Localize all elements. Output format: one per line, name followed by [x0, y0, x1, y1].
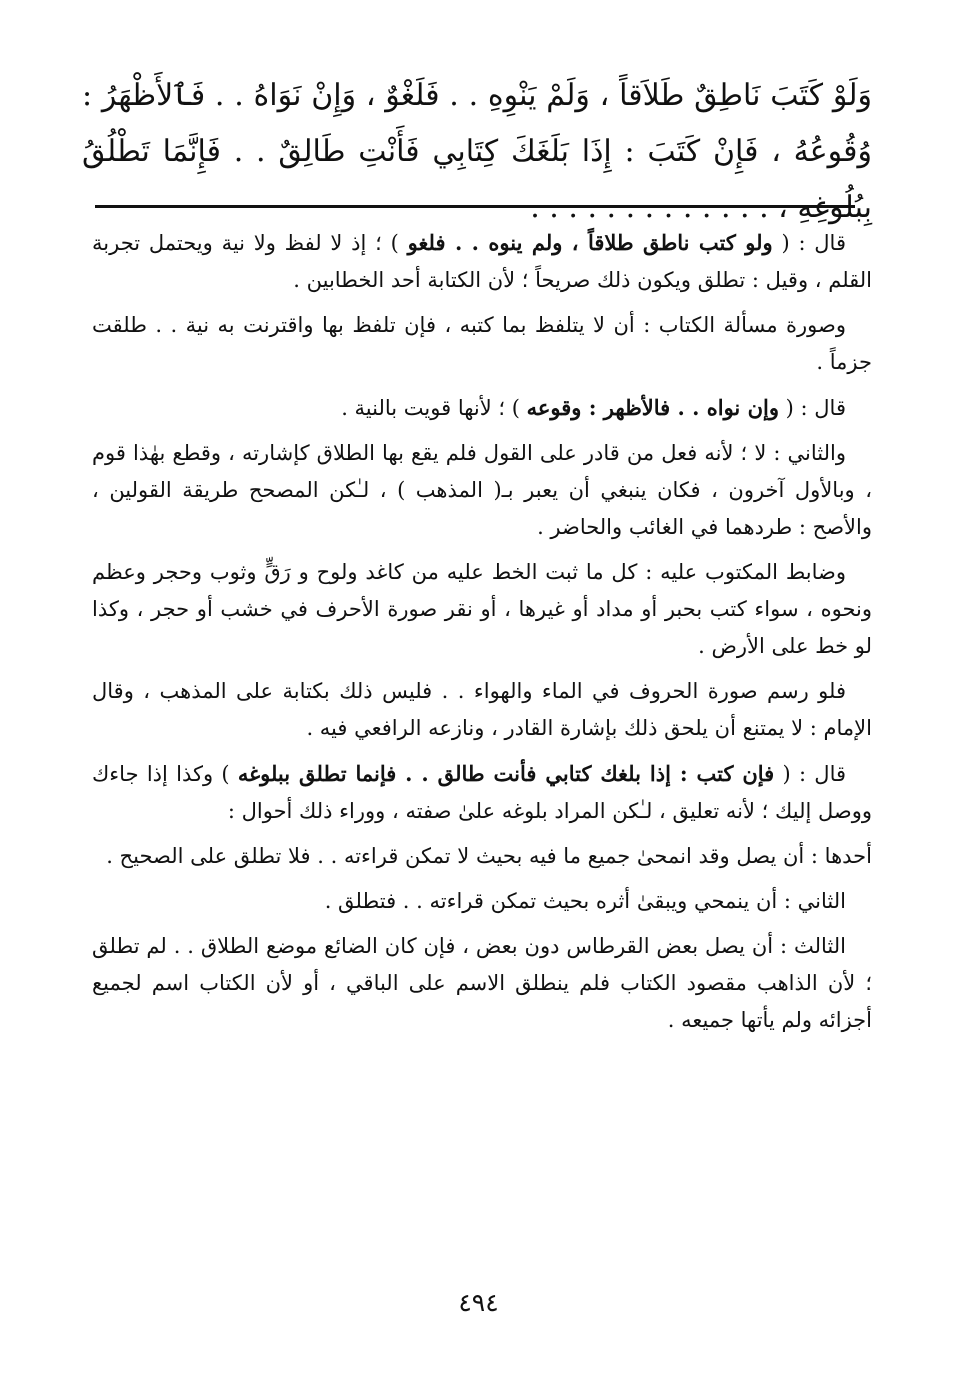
main-text: وَلَوْ كَتَبَ نَاطِقٌ طَلاَقاً ، وَلَمْ يَنْوِهِ . . فَلَغْوٌ ، وَإِنْ نَوَاهُ . . فَٱلأَظْهَرُ : وُقُوعُهُ ، فَإِنْ كَتَبَ : إِذَا بَلَغَكَ كِتَابِي فَأَنْتِ طَالِقٌ . . فَإِنَّمَا تَطْلُقُ بِبُلُوغِهِ ، . . . . . . . . . . . . .	[82, 78, 872, 225]
paragraph: الثاني : أن ينمحي ويبقىٰ أثره بحيث تمكن قراءته . . فتطلق .	[324, 889, 846, 913]
paragraph: قال : ( فإن كتب : إذا بلغك كتابي فأنت طالق . . فإنما تطلق ببلوغه ) وكذا إذا جاءك ووصل إليك ؛ لأنه تعليق ، لـٰكن المراد بلوغه علىٰ صفته ، ووراء ذلك أحوال :	[92, 761, 872, 823]
paragraph: وصورة مسألة الكتاب : أن لا يتلفظ بما كتبه ، فإن تلفظ بها واقترنت به نية . . طلقت جزماً .	[92, 313, 872, 374]
paragraph: قال : ( ولو كتب ناطق طلاقاً ، ولم ينوه . . فلغو ) ؛ إذ لا لفظ ولا نية ويحتمل تجربة القلم ، وقيل : تطلق ويكون ذلك صريحاً ؛ لأن الكتابة أحد الخطابين .	[92, 230, 872, 292]
paragraph: أحدها : أن يصل وقد انمحىٰ جميع ما فيه بحيث لا تمكن قراءته . . فلا تطلق على الصحيح .	[106, 844, 872, 868]
paragraph: الثالث : أن يصل بعض القرطاس دون بعض ، فإن كان الضائع موضع الطلاق . . لم تطلق ؛ لأن الذاهب مقصود الكتاب فلم ينطلق الاسم على الباقي ، أو لأن الكتاب اسم لجميع أجزائه ولم يأتها جميعه .	[92, 934, 872, 1032]
paragraph: وضابط المكتوب عليه : كل ما ثبت الخط عليه من كاغد ولوح و رَقٍّ وثوب وحجر وعظم ونحوه ، سواء كتب بحبر أو مداد أو غيرها ، أو نقر صورة الأحرف في خشب أو حجر ، وكذا لو خط على الأرض .	[92, 560, 872, 658]
quoted-text: ولو كتب ناطق طلاقاً ، ولم ينوه . . فلغو	[407, 230, 773, 255]
paragraph: فلو رسم صورة الحروف في الماء والهواء . . فليس ذلك بكتابة على المذهب ، وقال الإمام : لا يمتنع أن يلحق ذلك بإشارة القادر ، ونازعه الرافعي فيه .	[92, 679, 872, 740]
paragraph: والثاني : لا ؛ لأنه فعل من قادر على القول فلم يقع بها الطلاق كإشارته ، وقطع بهٰذا قوم ، وبالأول آخرون ، فكان ينبغي أن يعبر بـ( المذهب ) ، لـٰكن المصحح طريقة القولين ، والأصح : طردهما في الغائب والحاضر .	[92, 441, 872, 539]
quoted-text: وإن نواه . . فالأظهر : وقوعه	[526, 395, 779, 420]
paragraph: قال : ( وإن نواه . . فالأظهر : وقوعه ) ؛ لأنها قويت بالنية .	[341, 395, 846, 420]
commentary	[92, 224, 872, 1047]
divider-line	[95, 205, 855, 208]
quoted-text: فإن كتب : إذا بلغك كتابي فأنت طالق . . فإنما تطلق ببلوغه	[237, 761, 775, 786]
page-number: ٤٩٤	[458, 1288, 499, 1317]
